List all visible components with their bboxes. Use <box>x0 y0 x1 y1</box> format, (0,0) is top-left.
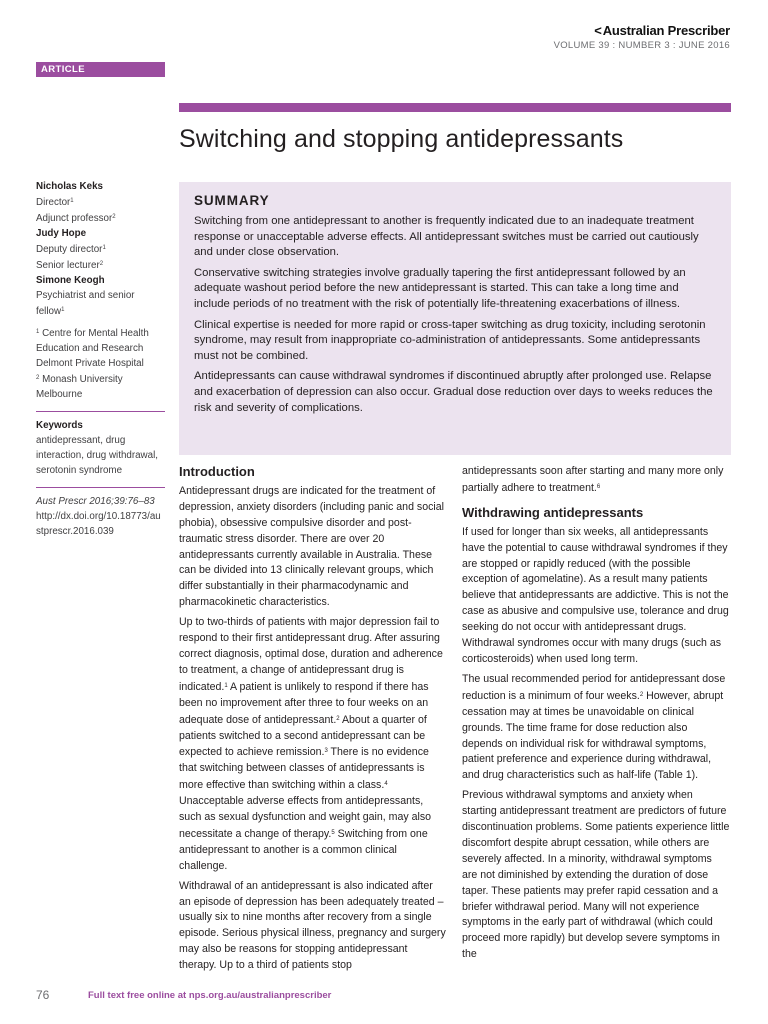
reference-marker[interactable]: 3 <box>324 748 328 755</box>
affiliation: $^2$ Monash University Melbourne <box>36 374 123 400</box>
reference-marker[interactable]: 1 <box>224 682 228 689</box>
journal-logo-mark: < <box>594 23 602 38</box>
reference-marker[interactable]: 2 <box>639 691 644 698</box>
author-role: Psychiatrist and senior fellow$^1$ <box>36 290 135 317</box>
summary-paragraph: Clinical expertise is needed for more rapid or cross-taper switching as drug toxicity, including serotonin syndrome, may result from inappropriate co-administration of antidepressants. Some antidepressants must not be combined. <box>194 318 706 362</box>
body-paragraph: antidepressants soon after starting and many more only partially adhere to treatment.$^6$ <box>462 465 724 494</box>
reference-marker[interactable]: 6 <box>596 483 601 490</box>
author-block <box>36 179 165 226</box>
reference-marker[interactable]: 5 <box>331 829 335 836</box>
author-role: Deputy director$^1$ <box>36 244 106 255</box>
body-paragraph: Previous withdrawal symptoms and anxiety when starting antidepressant treatment are predictors of future discontinuation problems. Some patients experience little discomfort despite abrupt cessation, while others are severely affected. In a minority, withdrawal symptoms are not diminished by extending the duration of dose taper. These patients may prefer rapid cessation and a briefer withdrawal period. Many will not experience symptoms in the early part of withdrawal (which could proceed more rapidly) but develop severe symptoms in the <box>462 789 730 961</box>
body-column-left <box>179 464 447 978</box>
body-column-right <box>462 464 730 967</box>
section-heading-withdrawing: Withdrawing antidepressants <box>462 504 644 520</box>
body-paragraph: Antidepressant drugs are indicated for the treatment of depression, anxiety disorders (including panic and social phobia), obsessive compulsive disorder and post-traumatic stress disorder. There are over 20 antidepressants currently available in Australia. These can be divided into 13 clinically relevant groups, which differ substantially in their pharmacodynamic and pharmacokinetic characteristics. <box>179 484 444 609</box>
title-accent-bar <box>179 103 731 112</box>
body-paragraph: The usual recommended period for antidepressant dose reduction is a minimum of four weeks.$^2$ However, abrupt cessation may at times be unavoidable on clinical grounds. The time frame for dose reduction also depends on individual risk for withdrawal symptoms, patient preference and experience during withdrawal, and drug characteristics such as half-life (Table 1). <box>462 672 726 782</box>
citation: Aust Prescr 2016;39:76–83 <box>36 496 155 507</box>
author-role: Director$^1$ <box>36 197 74 208</box>
author-sidebar <box>36 179 165 539</box>
sidebar-divider <box>36 487 165 488</box>
author-block <box>36 273 165 319</box>
reference-marker[interactable]: 4 <box>384 781 388 788</box>
affiliation: $^1$ Centre for Mental Health Education and Research Delmont Private Hospital <box>36 328 149 369</box>
summary-paragraph: Switching from one antidepressant to another is frequently indicated due to an inadequate treatment response or unacceptable adverse effects. All antidepressant switches must be carried out cautiously and under close observation. <box>194 215 699 259</box>
summary-box <box>179 182 731 455</box>
page-number: 76 <box>36 988 50 1002</box>
affiliations <box>36 325 165 402</box>
reference-marker[interactable]: 2 <box>336 715 340 722</box>
footer-link[interactable]: Full text free online at nps.org.au/australianprescriber <box>88 990 332 1001</box>
doi-link[interactable]: http://dx.doi.org/10.18773/austprescr.2016.039 <box>36 511 161 537</box>
volume-info: VOLUME 39 : NUMBER 3 : JUNE 2016 <box>553 40 730 51</box>
author-name: Nicholas Keks <box>36 181 103 192</box>
article-title: Switching and stopping antidepressants <box>179 125 624 153</box>
author-role: Senior lecturer$^2$ <box>36 260 104 271</box>
body-paragraph: Withdrawal of an antidepressant is also indicated after an episode of depression has been adequately treated – usually six to nine months after recovery from a single episode. Serious physical illness, pregnancy and surgery may also be reasons for stopping antidepressant therapy. Up to a third of patients stop <box>179 879 446 972</box>
article-type-tag: ARTICLE <box>36 62 165 77</box>
author-role: Adjunct professor$^2$ <box>36 213 116 224</box>
summary-paragraph: Antidepressants can cause withdrawal syndromes if discontinued abruptly after prolonged use. Relapse and exacerbation of depression can also occur. Gradual dose reduction over days to weeks reduces the risk and severity of complications. <box>194 370 713 414</box>
journal-masthead <box>594 23 730 38</box>
keywords-list: antidepressant, drug interaction, drug withdrawal, serotonin syndrome <box>36 435 158 476</box>
author-name: Judy Hope <box>36 228 87 239</box>
journal-name: Australian Prescriber <box>602 23 730 38</box>
summary-heading: SUMMARY <box>194 193 270 208</box>
body-paragraph: If used for longer than six weeks, all antidepressants have the potential to cause withdrawal syndromes if they are stopped or rapidly reduced (with the possible exception of agomelatine). As a result many patients believe that antidepressants are addictive. This is not the case as abusive and compulsive use, tolerance and drug seeking do not occur with antidepressant drugs. Withdrawal syndromes occur with many drugs (such as corticosteroids) when used long term. <box>462 525 729 665</box>
body-paragraph: Up to two-thirds of patients with major depression fail to respond to their first antidepressant drug. After assuring correct diagnosis, optimal dose, duration and adherence to treatment, a change of antidepressant drug is indicated.$^1$ A patient is unlikely to respond if there has been no improvement after three to four weeks on an adequate dose of antidepressant.$^2$ About a quarter of patients switched to a second antidepressant can be expected to achieve remission.$^3$ There is no evidence that switching between classes of antidepressants is more effective than switching within a class.$^4$ Unacceptable adverse effects from antidepressants, such as sexual dysfunction and weight gain, may also necessitate a change of therapy.$^5$ Switching from one antidepressant to another is a common clinical challenge. <box>179 616 443 872</box>
section-heading-introduction: Introduction <box>179 464 255 479</box>
author-name: Simone Keogh <box>36 275 105 286</box>
keywords-heading: Keywords <box>36 420 83 431</box>
summary-paragraph: Conservative switching strategies involve gradually tapering the first antidepressant followed by an adequate washout period before the new antidepressant is started. This can take a long time and include periods of no treatment with the risk of potentially life-threatening exacerbations of illness. <box>194 266 686 310</box>
author-block <box>36 226 165 273</box>
sidebar-divider <box>36 411 165 412</box>
